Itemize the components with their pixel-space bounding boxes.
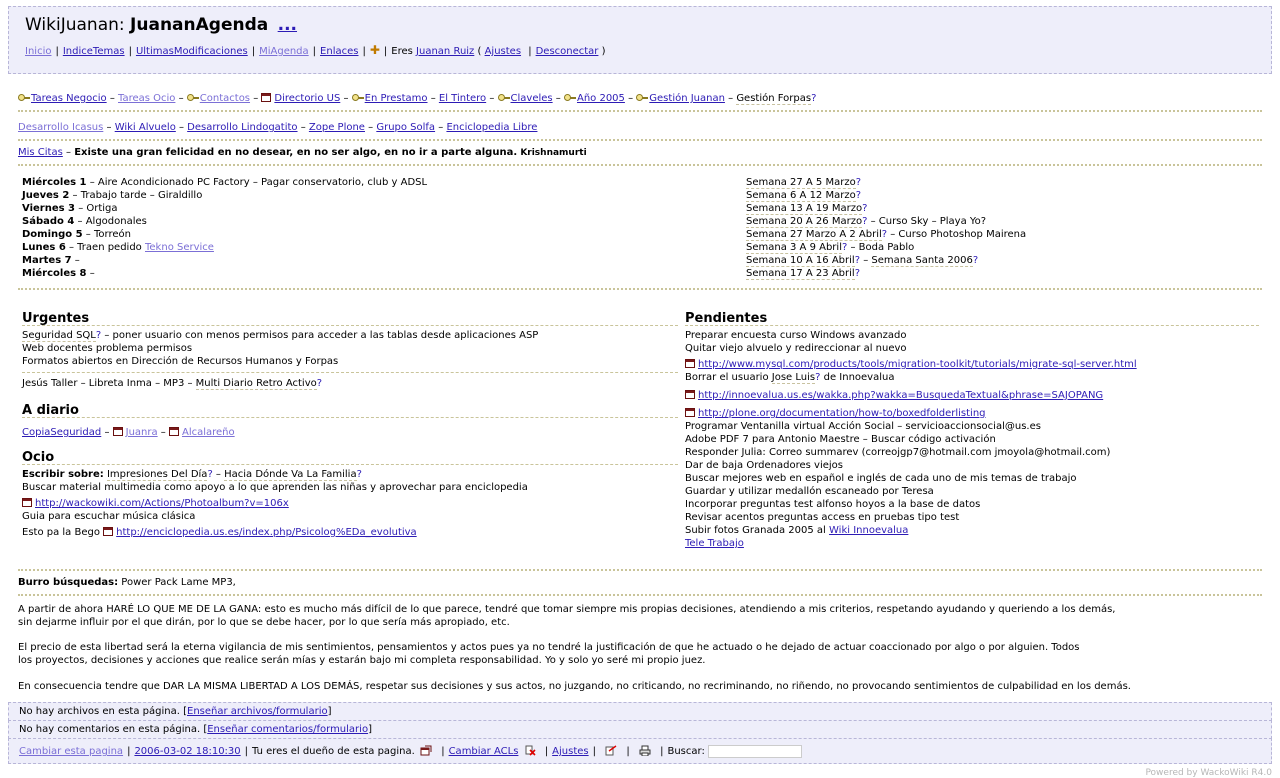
link-desarrollo-lindogatito[interactable]: Desarrollo Lindogatito xyxy=(187,122,298,133)
pendiente-item: Guardar y utilizar medallón escaneado por Teresa xyxy=(685,486,934,497)
link-tareas-ocio[interactable]: Tareas Ocio xyxy=(118,93,176,104)
external-window-icon xyxy=(103,527,113,536)
nav-indicetemas[interactable]: IndiceTemas xyxy=(62,46,125,57)
week-day-item: Miércoles 8 – xyxy=(22,268,95,279)
link-enciclopedia-libre[interactable]: Enciclopedia Libre xyxy=(446,122,538,133)
revision-date-link[interactable]: 2006-03-02 18:10:30 xyxy=(134,746,241,757)
pendiente-item xyxy=(685,537,1259,550)
link-plone-howto[interactable]: http://plone.org/documentation/how-to/boxedfolderlisting xyxy=(698,408,986,419)
key-icon xyxy=(352,93,364,101)
quote-text: Existe una gran felicidad en no desear, en no ser algo, en no ir a parte alguna. xyxy=(74,147,518,158)
ocio-item: Buscar material multimedia como apoyo a lo que aprenden las niñas y aprovechar para enciclopedia xyxy=(22,482,528,493)
create-page-link[interactable]: ? xyxy=(972,255,979,266)
settings-link[interactable]: Ajustes xyxy=(484,46,522,57)
nav-ultimasmodificaciones[interactable]: UltimasModificaciones xyxy=(135,46,248,57)
external-window-icon xyxy=(685,359,695,368)
link-tareas-negocio[interactable]: Tareas Negocio xyxy=(31,93,107,104)
page-settings-link[interactable]: Ajustes xyxy=(552,746,589,757)
pendiente-item: Quitar viejo alvuelo y redireccionar al nuevo xyxy=(685,343,907,354)
nav-inicio[interactable]: Inicio xyxy=(25,46,52,57)
logout-link[interactable]: Desconectar xyxy=(535,46,599,57)
link-psicologia[interactable]: http://enciclopedia.us.es/index.php/Psicolog%EDa_evolutiva xyxy=(116,527,417,538)
referrers-icon[interactable] xyxy=(605,745,617,756)
create-page-link[interactable]: ? xyxy=(862,216,868,227)
files-status: No hay archivos en esta página. xyxy=(19,706,180,717)
user-link[interactable]: Juanan Ruiz xyxy=(416,46,475,57)
link-juanra[interactable]: Juanra xyxy=(125,427,158,438)
ocio-item: Guia para escuchar música clásica xyxy=(22,511,196,522)
ocio-item: Escribir sobre: Impresiones Del Día? – Hacia Dónde Va La Familia? xyxy=(22,469,362,480)
semana-item: Semana 3 A 9 Abril? – Boda Pablo xyxy=(746,242,915,253)
urgente-item: Formatos abiertos en Dirección de Recursos Humanos y Forpas xyxy=(22,356,339,367)
link-innoevalua-search[interactable]: http://innoevalua.us.es/wakka.php?wakka=BusquedaTextual&phrase=SAJOPANG xyxy=(698,390,1104,401)
owner-text: Tu eres el dueño de esta pagina. xyxy=(252,746,415,757)
create-page-link[interactable]: ? xyxy=(862,203,868,214)
top-navigation: Inicio | IndiceTemas | UltimasModificaciones | MiAgenda | Enlaces | ✚ | Eres Juanan Ruiz ( Ajustes | Desconectar ) xyxy=(25,43,606,57)
link-mysql-migration[interactable]: http://www.mysql.com/products/tools/migration-toolkit/tutorials/migrate-sql-server.html xyxy=(698,359,1137,370)
key-icon xyxy=(498,93,510,101)
search-input[interactable] xyxy=(708,745,802,758)
eres-label: Eres xyxy=(391,46,413,57)
create-page-link[interactable]: ? xyxy=(95,330,102,341)
pendiente-item: Adobe PDF 7 para Antonio Maestre – Buscar código activación xyxy=(685,434,996,445)
right-column xyxy=(685,312,1259,550)
week-list xyxy=(22,176,427,280)
create-page-link[interactable]: ? xyxy=(854,255,861,266)
divider xyxy=(18,110,1262,112)
divider xyxy=(18,164,1262,166)
link-tele-trabajo[interactable]: Tele Trabajo xyxy=(685,538,744,549)
link-wiki-innoevalua[interactable]: Wiki Innoevalua xyxy=(829,525,909,536)
bookmarks-row-1: Tareas Negocio – Tareas Ocio – Contactos – Directorio US – En Prestamo – El Tintero – Claveles – Año 2005 – Gestión Juanan – Gestión Forpas? xyxy=(18,93,816,104)
link-contactos[interactable]: Contactos xyxy=(199,93,251,104)
show-files-link[interactable]: Enseñar archivos/formulario xyxy=(187,706,328,717)
adiario-links: CopiaSeguridad – Juanra – Alcalareño xyxy=(22,427,235,438)
print-icon[interactable] xyxy=(639,745,651,756)
urgente-item: Web docentes problema permisos xyxy=(22,343,193,354)
pendientes-heading: Pendientes xyxy=(685,311,768,326)
left-column xyxy=(22,312,678,539)
pendiente-item xyxy=(685,407,1259,420)
external-window-icon xyxy=(113,427,123,436)
section-rule xyxy=(22,464,678,465)
external-window-icon xyxy=(169,427,179,436)
backlinks-link[interactable]: ... xyxy=(277,15,298,35)
key-icon xyxy=(18,93,30,101)
ocio-item: Esto pa la Bego http://enciclopedia.us.es/index.php/Psicolog%EDa_evolutiva xyxy=(22,527,417,538)
urgentes-heading: Urgentes xyxy=(22,311,90,326)
link-desarrollo-icasus[interactable]: Desarrollo Icasus xyxy=(18,122,104,133)
create-page-link[interactable]: ? xyxy=(207,469,213,480)
create-page-link[interactable]: ? xyxy=(811,93,817,104)
nav-miagenda[interactable]: MiAgenda xyxy=(259,46,309,57)
external-window-icon xyxy=(261,93,271,102)
bookmarks-row-2: Desarrollo Icasus – Wiki Alvuelo – Desarrollo Lindogatito – Zope Plone – Grupo Solfa – Enciclopedia Libre xyxy=(18,122,538,133)
divider xyxy=(18,139,1262,141)
page-title xyxy=(25,15,297,35)
owner-icon xyxy=(420,745,432,756)
pendiente-item: Borrar el usuario Jose Luis? de Innoevalua xyxy=(685,372,895,383)
nav-enlaces[interactable]: Enlaces xyxy=(320,46,359,57)
section-rule xyxy=(22,417,678,418)
pendiente-item xyxy=(685,389,1259,402)
semana-item: Semana 17 A 23 Abril? xyxy=(746,268,861,279)
create-page-link[interactable]: ? xyxy=(854,268,861,279)
week-day-item: Miércoles 1 – Aire Acondicionado PC Factory – Pagar conservatorio, club y ADSL xyxy=(22,177,428,188)
week-day-item: Viernes 3 – Ortiga xyxy=(22,203,118,214)
section-rule xyxy=(22,325,678,326)
link-gestion-juanan[interactable]: Gestión Juanan xyxy=(649,93,725,104)
change-acl-link[interactable]: Cambiar ACLs xyxy=(448,746,519,757)
link-mis-citas[interactable]: Mis Citas xyxy=(18,147,63,158)
key-icon xyxy=(636,93,648,101)
link-tekno-service[interactable]: Tekno Service xyxy=(145,242,214,253)
divider xyxy=(18,569,1262,571)
create-page-link[interactable]: ? xyxy=(356,469,362,480)
edit-page-link[interactable]: Cambiar esta pagina xyxy=(19,746,124,757)
section-rule xyxy=(22,372,678,373)
urgente-item: Seguridad SQL? – poner usuario con menos permisos para acceder a las tablas desde aplicaciones ASP xyxy=(22,330,539,341)
link-ano-2005[interactable]: Año 2005 xyxy=(576,93,625,104)
semana-item: Semana 13 A 19 Marzo? xyxy=(746,203,868,214)
pendiente-item: Preparar encuesta curso Windows avanzado xyxy=(685,330,907,341)
page-name: JuananAgenda xyxy=(130,15,269,35)
link-copiaseguridad[interactable]: CopiaSeguridad xyxy=(22,427,102,438)
create-page-link[interactable]: ? xyxy=(316,378,323,389)
ocio-item xyxy=(22,497,678,510)
comments-bar: No hay comentarios en esta página. [Enseñar comentarios/formulario] xyxy=(8,720,1272,739)
week-day-item: Martes 7 – xyxy=(22,255,80,266)
create-page-link[interactable]: ? xyxy=(841,242,848,253)
link-zope-plone[interactable]: Zope Plone xyxy=(308,122,365,133)
pendiente-item: Dar de baja Ordenadores viejos xyxy=(685,460,843,471)
week-day-item: Sábado 4 – Algodonales xyxy=(22,216,147,227)
week-day-item: Domingo 5 – Torreón xyxy=(22,229,131,240)
semana-item: Semana 10 A 16 Abril? – Semana Santa 2006? xyxy=(746,255,979,266)
create-page-link[interactable]: ? xyxy=(855,177,862,188)
files-bar: No hay archivos en esta página. [Enseñar archivos/formulario] xyxy=(8,702,1272,721)
paragraph-3: En consecuencia tendre que DAR LA MISMA LIBERTAD A LOS DEMÁS, respetar sus decisiones y sus actos, no juzgando, no criticando, no recriminando, no riñendo, no provocando sentimientos de culpabilidad en los demás. xyxy=(18,681,1131,692)
add-bookmark-icon[interactable]: ✚ xyxy=(369,43,380,57)
link-claveles[interactable]: Claveles xyxy=(510,93,553,104)
semana-item: Semana 27 Marzo A 2 Abril? – Curso Photoshop Mairena xyxy=(746,229,1027,240)
external-window-icon xyxy=(685,408,695,417)
link-grupo-solfa[interactable]: Grupo Solfa xyxy=(376,122,436,133)
pendiente-item: Incorporar preguntas test alfonso hoyos a la base de datos xyxy=(685,499,981,510)
week-day-item: Lunes 6 – Traen pedido Tekno Service xyxy=(22,242,214,253)
create-page-link[interactable]: ? xyxy=(815,372,821,383)
site-name: WikiJuanan: xyxy=(25,15,125,35)
delete-icon[interactable] xyxy=(524,745,536,756)
search-label: Buscar: xyxy=(667,746,705,757)
header-bar xyxy=(8,6,1272,74)
gestion-forpas-text: Gestión Forpas xyxy=(736,93,812,104)
pendiente-item: Programar Ventanilla virtual Acción Social – servicioaccionsocial@us.es xyxy=(685,421,1041,432)
link-photoalbum[interactable]: http://wackowiki.com/Actions/Photoalbum?v=106x xyxy=(35,498,289,509)
adiario-heading: A diario xyxy=(22,403,79,418)
divider xyxy=(18,288,1262,290)
pendiente-item: Buscar mejores web en español e inglés de cada uno de mis temas de trabajo xyxy=(685,473,1077,484)
key-icon xyxy=(564,93,576,101)
link-directorio-us[interactable]: Directorio US xyxy=(274,93,341,104)
paragraph-2: El precio de esta libertad será la eterna vigilancia de mis sentimientos, pensamientos y actos pues ya no tendré la justificación de que he actuado o he dejado de actuar coaccionado por algo o por alguien. Todos los proyectos, decisiones y acciones que realice serán mías y estarán bajo mi completa responsabilidad. Yo y solo yo seré mi propio juez. xyxy=(18,642,1080,666)
semana-item: Semana 6 A 12 Marzo? xyxy=(746,190,862,201)
semana-item: Semana 20 A 26 Marzo? – Curso Sky – Playa Yo? xyxy=(746,216,987,227)
pendiente-item: Revisar acentos preguntas access en pruebas tipo test xyxy=(685,512,960,523)
section-rule xyxy=(685,325,1259,326)
link-el-tintero[interactable]: El Tintero xyxy=(438,93,487,104)
show-comments-link[interactable]: Enseñar comentarios/formulario xyxy=(207,724,369,735)
pendiente-item xyxy=(685,358,1259,371)
urgente-item: Jesús Taller – Libreta Inma – MP3 – Multi Diario Retro Activo? xyxy=(22,378,323,389)
page-actions-bar: Cambiar esta pagina | 2006-03-02 18:10:30 | Tu eres el dueño de esta pagina. | Cambiar ACLs | Ajustes | | | Buscar: xyxy=(8,738,1272,764)
pendiente-item: Responder Julia: Correo summarev (correojgp7@hotmail.com jmoyola@hotmail.com) xyxy=(685,447,1111,458)
week-day-item: Jueves 2 – Trabajo tarde – Giraldillo xyxy=(22,190,203,201)
link-wiki-alvuelo[interactable]: Wiki Alvuelo xyxy=(114,122,176,133)
external-window-icon xyxy=(22,498,32,507)
create-page-link[interactable]: ? xyxy=(881,229,888,240)
semanas-list xyxy=(746,176,1026,280)
burro-row: Burro búsquedas: Power Pack Lame MP3, xyxy=(18,577,236,588)
quote-author: Krishnamurti xyxy=(520,148,587,158)
ocio-heading: Ocio xyxy=(22,450,55,465)
create-page-link[interactable]: ? xyxy=(855,190,862,201)
link-alcalareno[interactable]: Alcalareño xyxy=(181,427,235,438)
link-en-prestamo[interactable]: En Prestamo xyxy=(364,93,428,104)
divider xyxy=(18,594,1262,596)
key-icon xyxy=(187,93,199,101)
external-window-icon xyxy=(685,390,695,399)
quote-row: Mis Citas – Existe una gran felicidad en no desear, en no ser algo, en no ir a parte alguna. Krishnamurti xyxy=(18,147,587,158)
pendiente-item: Subir fotos Granada 2005 al Wiki Innoevalua xyxy=(685,525,909,536)
semana-item: Semana 27 A 5 Marzo? xyxy=(746,177,862,188)
powered-by: Powered by WackoWiki R4.0 xyxy=(1145,768,1272,778)
paragraph-1: A partir de ahora HARÉ LO QUE ME DE LA GANA: esto es mucho más difícil de lo que parece, tendré que tomar siempre mis propias decisiones, atendiendo a mis criterios, respetando ayudando y queriendo a los demás, sin dejarme influir por el que dirán, por lo que se debe hacer, por lo que sería más apropiado, etc. xyxy=(18,604,1116,628)
comments-status: No hay comentarios en esta página. xyxy=(19,724,201,735)
